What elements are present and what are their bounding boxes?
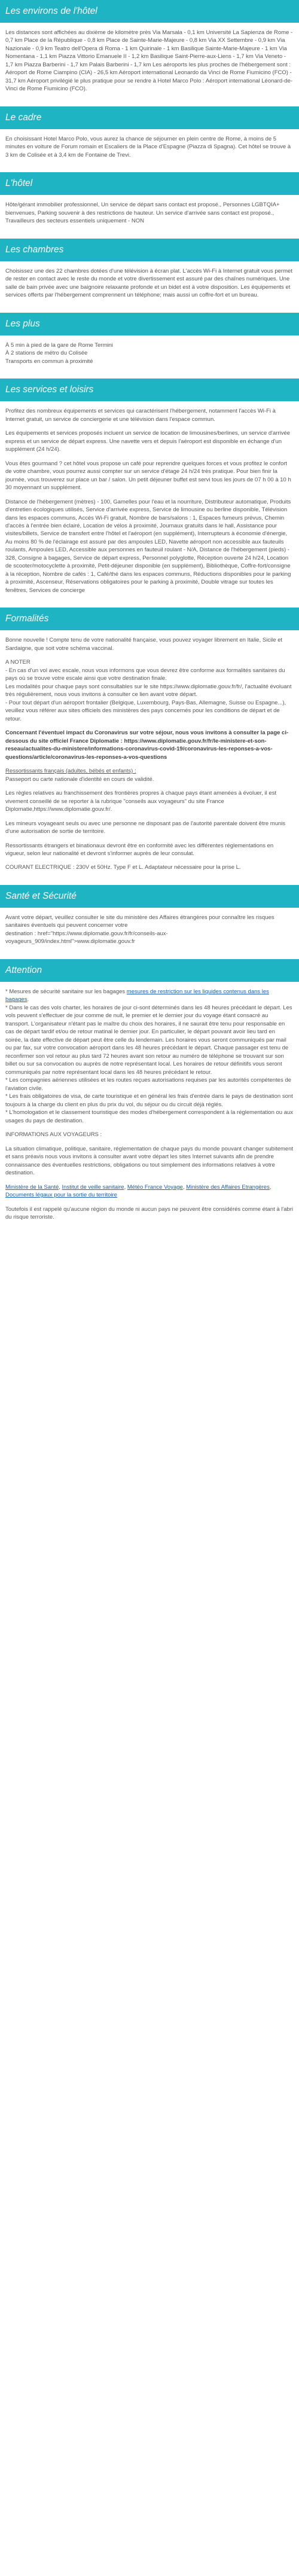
- sante-text-link: destination : href="https://www.diplomatie.gouv.fr/fr/conseils-aux-voyageurs_909/index.html">www.diplomatie.gouv.fr: [5, 930, 168, 945]
- formalites-paragraph: Les mineurs voyageant seuls ou avec une personne ne disposant pas de l'autorité parentale doivent être munis d'une autorisation de sortie de territoire.: [5, 820, 286, 835]
- plus-item: Transports en commun à proximité: [5, 358, 93, 365]
- chambres-header: [0, 239, 299, 261]
- sante-section: [0, 885, 299, 959]
- attention-section: [0, 959, 299, 1235]
- attention-info-text: La situation climatique, politique, sanitaire, réglementation de chaque pays du monde pouvant changer subitement et sans préavis nous vous invitons à consulter avant votre départ les sites Internet suivants afin de prendre connaissance des éventuelles restrictions, obligations ou tout simplement des informations relatives à votre destination.: [5, 1145, 294, 1177]
- hotel-title: L'hôtel: [5, 178, 33, 189]
- hotel-section: [0, 172, 299, 238]
- attention-info-title: INFORMATIONS AUX VOYAGEURS :: [5, 1131, 102, 1139]
- formalites-paragraph: Ressortissants étrangers et binationaux devront être en conformité avec les différentes réglementations en vigueur, selon leur nationalité et devront s'informer auprès de leur consulat.: [5, 842, 274, 857]
- cadre-header: [0, 106, 299, 129]
- attention-final-text: Toutefois il est rappelé qu'aucune région du monde ni aucun pays ne peuvent être considérés comme étant à l'abri du risque terroriste.: [5, 1205, 294, 1221]
- services-title: Les services et loisirs: [5, 384, 94, 395]
- environs-title: Les environs de l'hôtel: [5, 6, 97, 16]
- sante-text: Avant votre départ, veuillez consulter le site du ministère des Affaires étrangères pour connaître les risques sanitaires éventuels qui peuvent concerner votre: [5, 914, 274, 929]
- attention-header: [0, 959, 299, 982]
- plus-item: À 2 stations de métro du Colisée: [5, 350, 88, 357]
- chambres-section: [0, 239, 299, 313]
- formalites-section: [0, 608, 299, 885]
- cadre-text: En choisissant Hotel Marco Polo, vous aurez la chance de séjourner en plein centre de Rome, à moins de 5 minutes en voiture de Forum romain et Escaliers de la Place d'Espagne (Piazza di Spagna). Cet hôtel se trouve à 3 km de Colisée et à 3,4 km de Fontaine de Trevi.: [5, 135, 291, 158]
- formalites-title: Formalités: [5, 614, 49, 624]
- formalites-paragraph: A NOTER: [5, 659, 30, 666]
- formalites-paragraph: Ressortissants français (adultes, bébés et enfants) :: [5, 768, 136, 775]
- services-header: [0, 379, 299, 401]
- cadre-title: Le cadre: [5, 112, 42, 123]
- formalites-paragraph: COURANT ELECTRIQUE : 230V et 50Hz. Type F et L. Adaptateur nécessaire pour la prise L.: [5, 864, 241, 871]
- info-link[interactable]: Météo France Voyage: [127, 1183, 183, 1191]
- attention-note: [5, 1004, 294, 1076]
- formalites-paragraph: - Pour tout départ d'un aéroport frontalier (Belgique, Luxembourg, Pays-Bas, Allemagne, Suisse ou Espagne...), veuillez vous référer aux sites officiels des ministères des pays concernés pour les conditions de départ et de retour.: [5, 699, 286, 722]
- formalites-paragraph: Passeport ou carte nationale d'identité en cours de validité.: [5, 776, 154, 783]
- services-section: [0, 379, 299, 608]
- environs-header: [0, 0, 299, 23]
- services-paragraph: Vous êtes gourmand ? cet hôtel vous propose un café pour reprendre quelques forces et vous profitez le confort de votre chambre, vous pourrez aussi compter sur un service d'étage 24 h/24 très pratique. Pour bien finir la journée, vous trouverez sur place un bar / salon. Un petit déjeuner buffet est servi tous les jours de 07 h 00 à 10 h 30 moyennant un supplément.: [5, 460, 291, 492]
- formalites-paragraph: - En cas d'un vol avec escale, nous vous informons que vous devrez être conforme aux formalités sanitaires du pays où se trouve votre escale ainsi que votre destination finale.: [5, 667, 285, 682]
- attention-links: Ministère de la Santé, Institut de veille sanitaire, Météo France Voyage, Ministère des Affaires Etrangères, Documents légaux pour la sortie du territoire: [5, 1183, 271, 1199]
- environs-section: [0, 0, 299, 106]
- formalites-paragraph: Les règles relatives au franchissement des frontières propres à chaque pays étant amenées à évoluer, il est vivement conseillé de se reporter à la rubrique "conseils aux voyageurs" du site France Diplomatie,https://www.diplomatie.gouv.fr/.: [5, 790, 277, 813]
- attention-note-text: * L'homologation et le classement touristique des modes d'hébergement correspondent à la réglementation ou aux usages du pays de destination.: [5, 1109, 294, 1124]
- sante-header: [0, 885, 299, 908]
- services-paragraph: Distance de l'hébergement (mètres) - 100, Gamelles pour l'eau et la nourriture, Distributeur automatique, Produits d'entretien écologiques utilisés, Service d'arrivée express, Service de limousine ou berline disponible, Télévision dans les espaces communs, Accès Wi-Fi gratuit, Nombre de bars/salons : 1, Espaces fumeurs prévus, Chemin d'accès à l'entrée bien éclairé, Location de vélos à proximité, Journaux gratuits dans le hall, Assistance pour visites/billets, Service de transfert entre l'hôtel et l'aéroport (en supplément), Interrupteurs à économie d'énergie, Au moins 80 % de l'éclairage est assuré par des ampoules LED, Navette aéroport non accessible aux fauteuils roulants, Ampoules LED, Accessible aux personnes en fauteuil roulant - N/A, Distance de l'hébergement (pieds) - 328, Consigne à bagages, Service de départ express, Personnel polyglotte, Réception ouverte 24 h/24, Location de scooter/motocyclette à proximité, Petit-déjeuner disponible (en supplément), Bibliothèque, Coffre-fort/consigne à la réception, Nombre de cafés : 1, Café/thé dans les espaces communs, Réductions disponibles pour le parking à proximité, Ascenseur, Réservations obligatoires pour le parking à proximité, Double vitrage sur toutes les fenêtres, Services de concierge: [5, 498, 291, 594]
- chambres-text: Choisissez une des 22 chambres dotées d'une télévision à écran plat. L'accès Wi-Fi à Internet gratuit vous permet de rester en contact avec le reste du monde et votre divertissement est assuré par des chaînes numériques. Une salle de bain privée avec une baignoire relaxante profonde et un bidet est à votre disposition. Les équipements et services offerts par l'hébergement comprennent un téléphone; mais aussi un coffre-fort et un bureau.: [5, 267, 292, 299]
- attention-notes: [5, 988, 294, 1125]
- info-link[interactable]: Ministère des Affaires Etrangères: [186, 1183, 270, 1191]
- restriction-liquides-link[interactable]: mesures de restriction sur les liquides contenus dans les bagages: [5, 988, 269, 1003]
- formalites-header: [0, 608, 299, 630]
- services-paragraph: Profitez des nombreux équipements et services qui caractérisent l'hébergement, notamment l'accès Wi-Fi à Internet gratuit, un service de conciergerie et une télévision dans l'espace commun.: [5, 408, 276, 423]
- plus-title: Les plus: [5, 318, 40, 329]
- attention-title: Attention: [5, 965, 42, 975]
- attention-note-suffix: .: [27, 996, 29, 1003]
- plus-section: [0, 313, 299, 379]
- info-link[interactable]: Institut de veille sanitaire: [62, 1183, 124, 1191]
- info-link[interactable]: Ministère de la Santé: [5, 1183, 59, 1191]
- attention-note-text: * Les compagnies aériennes utilisées et les routes reçues autorisations requises par les autorités compétentes de l'aviation civile.: [5, 1077, 291, 1092]
- environs-text: Les distances sont affichées au dixième de kilomètre près Via Marsala - 0,1 km Université La Sapienza de Rome - 0,7 km Place de la République - 0,8 km Place de Sainte-Marie-Majeure - 0,8 km Via XX Settembre - 0,9 km Via Nazionale - 0,9 km Teatro dell'Opera di Roma - 1 km Quirinale - 1 km Basilique Sainte-Marie-Majeure - 1 km Via Nomentana - 1,1 km Piazza Vittorio Emanuele II - 1,2 km Basilique Saint-Pierre-aux-Liens - 1,7 km Via Veneto - 1,7 km Piazza Barberini - 1,7 km Palais Barberini - 1,7 km Les aéroports les plus proches de l'hébergement sont : Aéroport de Rome Ciampino (CIA) - 26,5 km Aéroport international Leonardo da Vinci de Rome Fiumicino (FCO) - 31,7 km Aéroport privilégié le plus pratique pour se rendre à Hotel Marco Polo : Aéroport international Léonard-de-Vinci de Rome Fiumicino (FCO).: [5, 29, 293, 93]
- attention-note: [5, 1092, 294, 1109]
- services-paragraph: Les équipements et services proposés incluent un service de location de limousines/berlines, un service d'arrivée express et un service de départ express. Une navette vers et depuis l'aéroport est disponible en échange d'un supplément (24 h/24).: [5, 430, 291, 453]
- info-link[interactable]: Documents légaux pour la sortie du territoire: [5, 1192, 117, 1199]
- attention-note-text: * Dans le cas des vols charter, les horaires de jour ci-sont déterminés dans les 48 heures précédant le départ. Les vols peuvent s'effectuer de jour comme de nuit, le premier et le dernier jour du voyage étant consacré au transport. L'organisateur n'étant pas le maître du choix des horaires, il ne saurait être tenu pour responsable en cas de départ tardif et/ou de retour matinal le dernier jour. En particulier, le départ pouvant avoir lieu tard en soirée, la date effective de départ peut être celle du lendemain. Les horaires vous seront communiqués par mail ou par fax, sur votre convocation aéroport dans les 48 heures précédant le départ. Chaque passager est tenu de reconfirmer son vol retour au plus tard 72 heures avant son retour au numéro de téléphone se trouvant sur son billet ou sur sa convocation ou auprès de notre représentant local. Les horaires de retour définitifs vous seront communiqués par notre représentant local dans les 48 heures précédant le retour.: [5, 1004, 292, 1076]
- formalites-paragraph: Concernant l'éventuel impact du Coronavirus sur votre séjour, nous vous invitons à consulter la page ci-dessous du site officiel France Diplomatie : https://www.diplomatie.gouv.fr/fr/le-ministere-et-son-reseau/actualites-du-ministere/informations-coronavirus-covid-19/coronavirus-les-reponses-a-vos-questions/article/coronavirus-les-reponses-a-vos-questions: [5, 730, 289, 761]
- chambres-title: Les chambres: [5, 244, 64, 255]
- sante-title: Santé et Sécurité: [5, 890, 77, 901]
- plus-header: [0, 313, 299, 335]
- attention-note: [5, 988, 294, 1004]
- formalites-paragraph: Bonne nouvelle ! Compte tenu de votre nationalité française, vous pouvez voyager librement en Italie, Sicile et Sardaigne, que soit votre schéma vaccinal.: [5, 637, 283, 652]
- formalites-paragraph: Les modalités pour chaque pays sont consultables sur le site https://www.diplomatie.gouv.fr/fr/, l'actualité évoluant très régulièrement, nous vous invitons à consulter ce lien avant votre départ.: [5, 683, 292, 698]
- attention-note: [5, 1076, 294, 1092]
- attention-note-text: * Mesures de sécurité sanitaire sur les bagages: [5, 988, 127, 995]
- attention-note-text: * Les frais obligatoires de visa, de carte touristique et en général les frais d'entrée dans le pays de destination sont toujours à la charge du client en plus du prix du vol, du séjour ou du circuit déjà réglés.: [5, 1093, 293, 1108]
- plus-item: À 5 min à pied de la gare de Rome Termini: [5, 341, 113, 349]
- hotel-header: [0, 172, 299, 195]
- cadre-section: [0, 106, 299, 172]
- formalites-body: [0, 636, 299, 872]
- hotel-text: Hôte/gérant immobilier professionnel, Un service de départ sans contact est proposé., Personnes LGBTQIA+ bienvenues, Parking souvenir à des restrictions de hauteur. Un service d'arrivée sans contact est proposé., Travailleurs des secteurs essentiels uniquement - NON: [5, 202, 280, 225]
- attention-note: [5, 1109, 294, 1125]
